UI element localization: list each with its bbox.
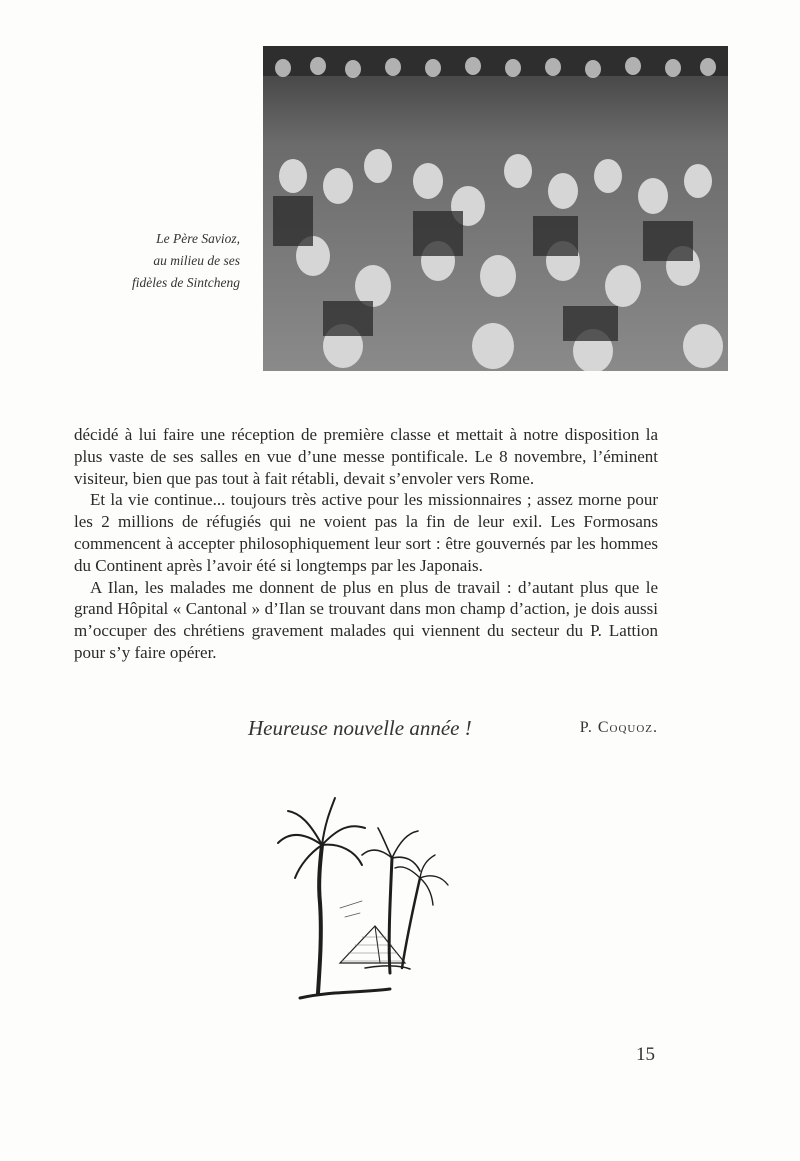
new-year-greeting: Heureuse nouvelle année ! — [248, 716, 472, 740]
photo-caption — [60, 228, 240, 294]
crowd-photo — [263, 46, 728, 371]
page-number: 15 — [636, 1044, 655, 1065]
closing-line — [74, 716, 658, 746]
caption-line: fidèles de Sintcheng — [132, 275, 240, 290]
caption-line: Le Père Savioz, — [156, 231, 240, 246]
palm-tree-illustration — [270, 793, 460, 1008]
article-paragraph: A Ilan, les malades me donnent de plus en plus de travail : d’autant plus que le grand Hôpital « Cantonal » d’Ilan se trouvant dans mon champ d’action, je dois aussi m’occuper des chrétiens gravement malades qui viennent du secteur du P. Lattion pour s’y faire opérer. — [74, 577, 658, 662]
article-paragraph: Et la vie continue... toujours très active pour les missionnaires ; assez morne pour les 2 millions de réfugiés qui ne voient pas la fin de leur exil. Les Formosans commencent à accepter philosophiquement leur sort : être gouvernés par les hommes du Continent après l’avoir été si longtemps par les Japonais. — [74, 490, 658, 575]
caption-line: au milieu de ses — [153, 253, 240, 268]
author-signature: P. Coquoz. — [579, 719, 658, 736]
article-body — [74, 424, 658, 664]
article-paragraph: décidé à lui faire une réception de première classe et mettait à notre disposition la plus vaste de ses salles en vue d’une messe pontificale. Le 8 novembre, l’éminent visiteur, bien que pas tout à fait rétabli, devait s’envoler vers Rome. — [74, 425, 658, 488]
